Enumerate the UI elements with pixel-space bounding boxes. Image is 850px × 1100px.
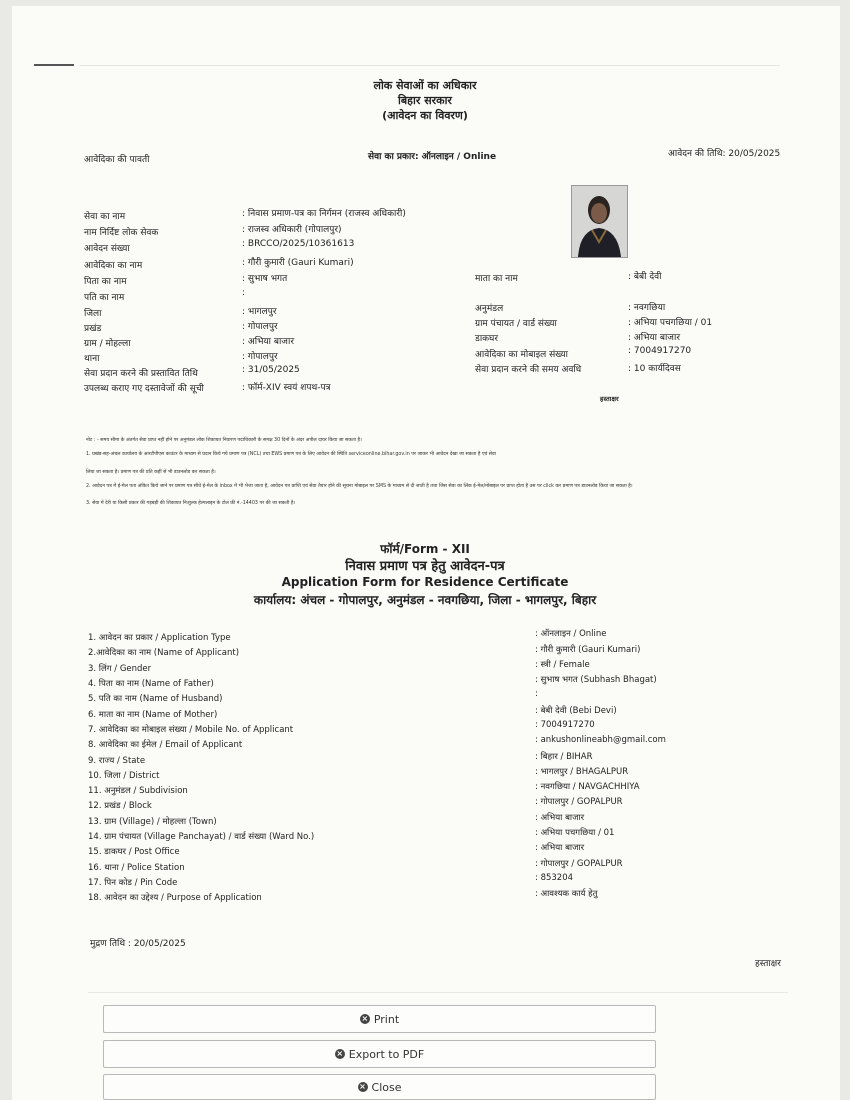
- form-label: 5. पति का नाम (Name of Husband): [88, 694, 223, 704]
- applicant-photo: [571, 185, 628, 258]
- form-label: 12. प्रखंड / Block: [88, 801, 152, 811]
- form-number: फॉर्म/Form - XII: [380, 542, 470, 556]
- form-label: 3. लिंग / Gender: [88, 664, 152, 674]
- detail-label: आवेदन संख्या: [84, 244, 130, 254]
- detail-value: : निवास प्रमाण-पत्र का निर्गमन (राजस्व अधिकारी): [242, 209, 406, 219]
- detail-value: : अभिया पचगछिया / 01: [628, 318, 713, 328]
- detail-value: : अभिया बाजार: [242, 337, 294, 347]
- form-label: 10. जिला / District: [88, 771, 160, 781]
- detail-value: : गोपालपुर: [242, 322, 278, 332]
- form-label: 16. थाना / Police Station: [88, 863, 185, 873]
- form-value: : 7004917270: [535, 720, 595, 730]
- form-value: : गोपालपुर / GOPALPUR: [535, 859, 623, 869]
- form-label: 4. पिता का नाम (Name of Father): [88, 679, 214, 689]
- form-value: : बिहार / BIHAR: [535, 752, 593, 762]
- detail-label: पिता का नाम: [84, 277, 127, 287]
- form-label: 18. आवेदन का उद्देश्य / Purpose of Application: [88, 893, 262, 903]
- form-label: 1. आवेदन का प्रकार / Application Type: [88, 633, 231, 643]
- form-value: : सुभाष भगत (Subhash Bhagat): [535, 675, 657, 685]
- detail-label: आवेदिका का नाम: [84, 261, 143, 271]
- form-value: : 853204: [535, 873, 574, 883]
- signature-small: हस्ताक्षर: [600, 395, 619, 403]
- detail-value: : 7004917270: [628, 346, 692, 356]
- form-label: 9. राज्य / State: [88, 756, 146, 766]
- detail-value: : 31/05/2025: [242, 365, 300, 375]
- detail-label: प्रखंड: [84, 324, 102, 334]
- detail-value: : फॉर्म-XIV स्वयं शपथ-पत्र: [242, 383, 331, 393]
- export-pdf-button[interactable]: [103, 1040, 656, 1068]
- note-line: 3. सेवा में देरी या किसी प्रकार की गड़बड़ी की शिकायत निःशुल्क हेल्पलाइन के टोल फ्री नं.-14403 पर की जा सकती है।: [86, 501, 296, 506]
- note-line: नोट : - समय सीमा के अंतर्गत सेवा प्राप्त नहीं होने पर अनुमंडल लोक शिकायत निवारण पदाधिकारी के समक्ष 30 दिनों के अंदर अपील दायर किया जा सकता है।: [86, 438, 362, 443]
- print-icon: ×: [361, 1014, 369, 1023]
- header-government: बिहार सरकार: [398, 94, 452, 107]
- top-rule: [80, 65, 780, 66]
- detail-label: थाना: [84, 354, 100, 364]
- form-value: : अभिया पचगछिया / 01: [535, 828, 615, 838]
- form-label: 6. माता का नाम (Name of Mother): [88, 710, 218, 720]
- form-value: : अभिया बाजार: [535, 843, 585, 853]
- detail-value: : गोपालपुर: [242, 352, 278, 362]
- form-value: : स्त्री / Female: [535, 660, 590, 670]
- form-label: 17. पिन कोड / Pin Code: [88, 878, 178, 888]
- export-label: Export to PDF: [348, 1047, 425, 1061]
- form-title-hindi: निवास प्रमाण पत्र हेतु आवेदन-पत्र: [345, 559, 505, 574]
- form-value: : नवगछिया / NAVGACHHIYA: [535, 782, 640, 792]
- detail-value: :: [242, 288, 246, 298]
- form-label: 15. डाकघर / Post Office: [88, 847, 180, 857]
- detail-value: : अभिया बाजार: [628, 333, 680, 343]
- detail-value: : सुभाष भगत: [242, 274, 288, 284]
- form-value: : आवश्यक कार्य हेतु: [535, 889, 598, 899]
- form-label: 11. अनुमंडल / Subdivision: [88, 786, 188, 796]
- detail-value: : राजस्व अधिकारी (गोपालपुर): [242, 225, 342, 235]
- detail-label: आवेदिका का मोबाइल संख्या: [475, 350, 568, 360]
- form-value: : ऑनलाइन / Online: [535, 629, 607, 639]
- print-date: मुद्रण तिथि : 20/05/2025: [90, 939, 186, 949]
- form-label: 7. आवेदिका का मोबाइल संख्या / Mobile No. of Applicant: [88, 725, 294, 735]
- form-value: : बेबी देवी (Bebi Devi): [535, 706, 617, 716]
- service-type: सेवा का प्रकार: ऑनलाइन / Online: [368, 152, 497, 162]
- detail-label: जिला: [84, 309, 102, 319]
- detail-value: : बेबी देवी: [628, 272, 662, 282]
- form-label: 2.आवेदिका का नाम (Name of Applicant): [88, 648, 240, 658]
- detail-label: ग्राम / मोहल्ला: [84, 339, 131, 349]
- detail-value: : नवगछिया: [628, 303, 666, 313]
- page-edge-mark: [34, 64, 74, 66]
- detail-value: : 10 कार्यदिवस: [628, 364, 681, 374]
- application-date: आवेदन की तिथि: 20/05/2025: [668, 149, 781, 159]
- detail-label: सेवा प्रदान करने की प्रस्तावित तिथि: [84, 369, 198, 379]
- detail-label: नाम निर्दिष्ट लोक सेवक: [84, 228, 159, 238]
- form-value: : गौरी कुमारी (Gauri Kumari): [535, 645, 641, 655]
- export-icon: ×: [336, 1049, 344, 1058]
- form-label: 13. ग्राम (Village) / मोहल्ला (Town): [88, 817, 217, 827]
- form-title-english: Application Form for Residence Certificate: [281, 575, 569, 589]
- print-label: Print: [373, 1012, 400, 1026]
- close-label: Close: [371, 1080, 402, 1094]
- note-line: 1. प्रखंड-सह-अंचल कार्यालय के आरटीपीएस काउंटर के माध्यम से प्रदान किये गये प्रमाण पत्र (NCL) तथा EWS प्रमाण पत्र के लिए आवेदन की स्थिति serviceonline.bihar.gov.in पर जाकर भी आवेदन देखा जा सकता है एवं सेवा: [86, 452, 496, 457]
- detail-label: डाकघर: [475, 334, 499, 344]
- detail-value: : BRCCO/2025/10361613: [242, 239, 355, 249]
- form-label: 8. आवेदिका का ईमेल / Email of Applicant: [88, 740, 243, 750]
- detail-label: पति का नाम: [84, 293, 125, 303]
- form-label: 14. ग्राम पंचायत (Village Panchayat) / वार्ड संख्या (Ward No.): [88, 832, 315, 842]
- detail-label: सेवा प्रदान करने की समय अवधि: [475, 365, 582, 375]
- close-icon: ×: [359, 1082, 366, 1091]
- form-value: : अभिया बाजार: [535, 813, 585, 823]
- office-line: कार्यालय: अंचल - गोपालपुर, अनुमंडल - नवगछिया, जिला - भागलपुर, बिहार: [253, 593, 597, 607]
- form-value: : ankushonlineabh@gmail.com: [535, 735, 666, 745]
- close-button[interactable]: [103, 1074, 656, 1100]
- form-value: :: [535, 689, 538, 699]
- detail-label: अनुमंडल: [475, 304, 504, 314]
- detail-label: माता का नाम: [475, 274, 518, 284]
- header-subtitle: (आवेदन का विवरण): [382, 109, 468, 122]
- detail-label: सेवा का नाम: [84, 212, 126, 222]
- detail-label: ग्राम पंचायत / वार्ड संख्या: [475, 319, 557, 329]
- separator: [88, 992, 788, 993]
- form-value: : भागलपुर / BHAGALPUR: [535, 767, 629, 777]
- print-button[interactable]: [103, 1005, 656, 1033]
- detail-value: : गौरी कुमारी (Gauri Kumari): [242, 258, 354, 268]
- note-line: लिया जा सकता है। प्रमाण पत्र की प्रति कहीं से भी डाउनलोड कर सकता है।: [86, 470, 216, 475]
- form-value: : गोपालपुर / GOPALPUR: [535, 797, 623, 807]
- receipt-label: आवेदिका की पावती: [84, 155, 150, 165]
- detail-label: उपलब्ध कराए गए दस्तावेजों की सूची: [84, 384, 204, 394]
- detail-value: : भागलपुर: [242, 307, 277, 317]
- signature: हस्ताक्षर: [755, 959, 781, 969]
- header-title: लोक सेवाओं का अधिकार: [373, 79, 477, 92]
- note-line: 2. आवेदन पत्र में ई-मेल पता अंकित किये जाने पर प्रमाण पत्र सीधे ई-मेल के inbox में भी भेजा जाता है, आवेदन पत्र प्राप्ति एवं सेवा तैयार होने की सूचना मोबाइल पर SMS के माध्यम से दी जाती है तथा जिस सेवा का लिंक ई-मेल/मोबाइल पर प्राप्त होता है उस पर click कर प्रमाण पत्र डाउनलोड किया जा सकता है।: [86, 484, 633, 489]
